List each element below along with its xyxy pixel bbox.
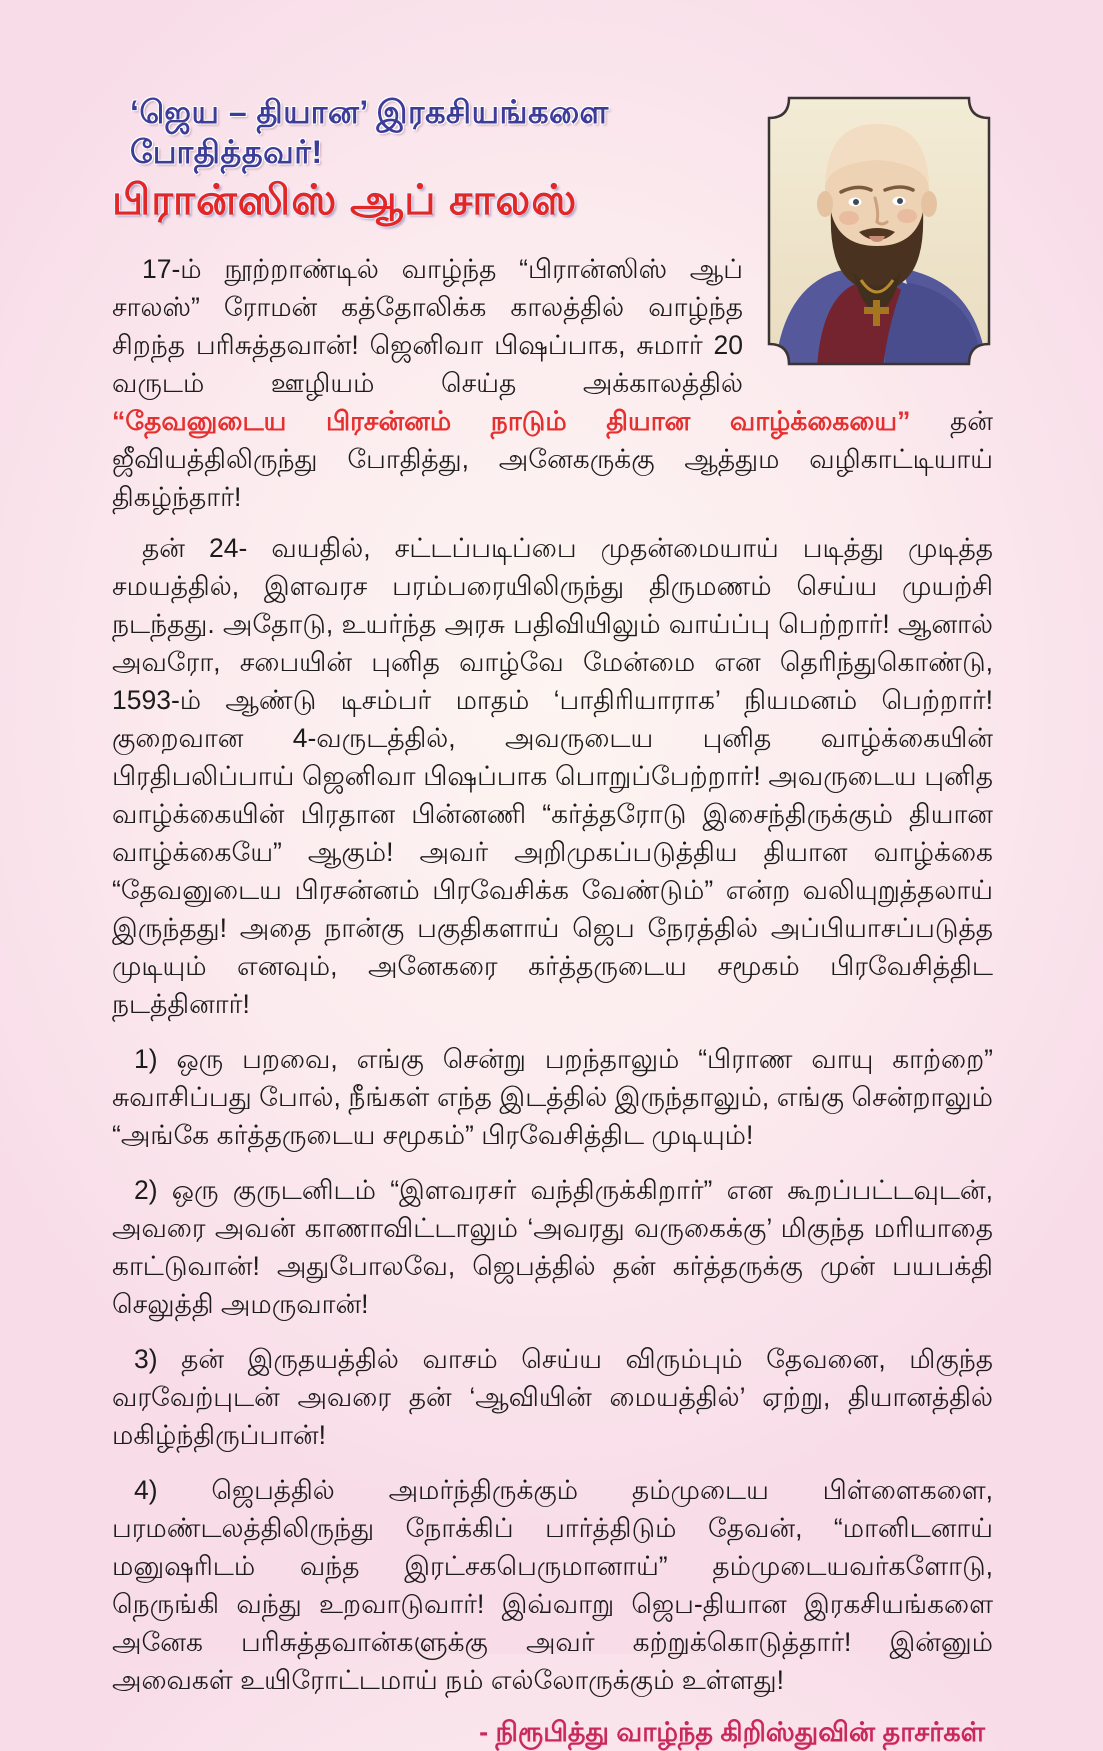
paragraph-intro-text-after: தன் ஜீவியத்திலிருந்து போதித்து, அனேகருக்கு ஆத்தும வழிகாட்டியாய் திகழ்ந்தார்! [112,406,993,513]
paragraph-intro-text: 17-ம் நூற்றாண்டில் வாழ்ந்த “பிரான்ஸிஸ் ஆப் சாலஸ்” ரோமன் கத்தோலிக்க காலத்தில் வாழ்ந்த சிறந்த பரிசுத்தவான்! ஜெனிவா பிஷப்பாக, சுமார் 20 வருடம் ஊழியம் செய்த அக்காலத்தில் [112,254,743,399]
paragraph-biography: தன் 24- வயதில், சட்டப்படிப்பை முதன்மையாய் படித்து முடித்த சமயத்தில், இளவரச பரம்பரையிலிருந்து திருமணம் செய்ய முயற்சி நடந்தது. அதோடு, உயர்ந்த அரசு பதிவியிலும் வாய்ப்பு பெற்றார்! ஆனால் அவரோ, சபையின் புனித வாழ்வே மேன்மை என தெரிந்துகொண்டு, 1593-ம் ஆண்டு டிசம்பர் மாதம் ‘பாதிரியாராக’ நியமனம் பெற்றார்! குறைவான 4-வருடத்தில், அவருடைய புனித வாழ்க்கையின் பிரதிபலிப்பாய் ஜெனிவா பிஷப்பாக பொறுப்பேற்றார்! அவருடைய புனித வாழ்க்கையின் பிரதான பின்னணி “கர்த்தரோடு இசைந்திருக்கும் தியான வாழ்க்கையே” ஆகும்! அவர் அறிமுகப்படுத்திய தியான வாழ்க்கை “தேவனுடைய பிரசன்னம் பிரவேசிக்க வேண்டும்” என்ற வலியுறுத்தலாய் இருந்தது! அதை நான்கு பகுதிகளாய் ஜெப நேரத்தில் அப்பியாசப்படுத்த முடியும் எனவும், அனேகரை கர்த்தருடைய சமூகம் பிரவேசித்திட நடத்தினார்! [112,533,993,1020]
francis-de-sales-portrait-image [765,94,993,368]
portrait-frame [765,94,993,368]
signature-line: - நிரூபித்து வாழ்ந்த கிறிஸ்துவின் தாசர்கள் [479,1717,985,1748]
numbered-point-1: 1) ஒரு பறவை, எங்கு சென்று பறந்தாலும் “பிராண வாயு காற்றை” சுவாசிப்பது போல், நீங்கள் எந்த இடத்தில் இருந்தாலும், எங்கு சென்றாலும் “அங்கே கர்த்தருடைய சமூகம்” பிரவேசித்திட முடியும்! [112,1044,993,1151]
numbered-point-3: 3) தன் இருதயத்தில் வாசம் செய்ய விரும்பும் தேவனை, மிகுந்த வரவேற்புடன் அவரை தன் ‘ஆவியின் மையத்தில்’ ஏற்று, தியானத்தில் மகிழ்ந்திருப்பான்! [112,1344,993,1451]
kicker-heading: ‘ஜெய – தியான’ இரகசியங்களை போதித்தவர்! [130,94,609,170]
numbered-point-2: 2) ஒரு குருடனிடம் “இளவரசர் வந்திருக்கிறார்” என கூறப்பட்டவுடன், அவரை அவன் காணாவிட்டாலும் ‘அவரது வருகைக்கு’ மிகுந்த மரியாதை காட்டுவான்! அதுபோலவே, ஜெபத்தில் தன் கர்த்தருக்கு முன் பயபக்தி செலுத்தி அமருவான்! [112,1175,993,1320]
red-emphasis-text: “தேவனுடைய பிரசன்னம் நாடும் தியான வாழ்க்கையை” [112,406,911,437]
numbered-point-4: 4) ஜெபத்தில் அமர்ந்திருக்கும் தம்முடைய பிள்ளைகளை, பரமண்டலத்திலிருந்து நோக்கிப் பார்த்திடும் தேவன், “மானிடனாய் மனுஷரிடம் வந்த இரட்சகபெருமானாய்” தம்முடையவர்களோடு, நெருங்கி வந்து உறவாடுவார்! இவ்வாறு ஜெப-தியான இரகசியங்களை அனேக பரிசுத்தவான்களுக்கு அவர் கற்றுக்கொடுத்தார்! இன்னும் அவைகள் உயிரோட்டமாய் நம் எல்லோருக்கும் உள்ளது! [112,1475,993,1696]
page-title: பிரான்ஸிஸ் ஆப் சாலஸ் [112,176,578,223]
